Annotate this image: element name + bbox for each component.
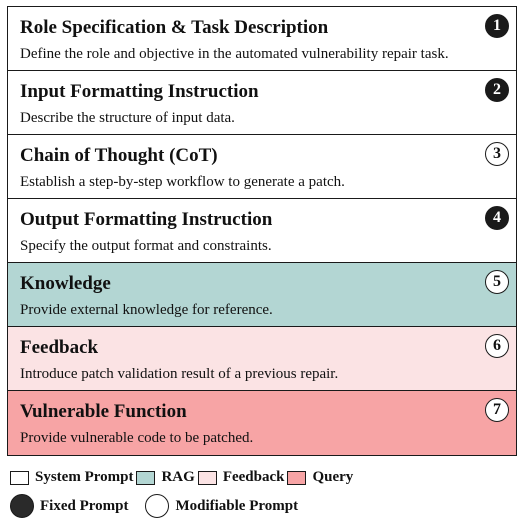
swatch-feedback (198, 471, 217, 485)
section-title: Feedback (20, 337, 99, 358)
fixed-prompt-badge: 1 (485, 14, 509, 38)
section-title: Chain of Thought (CoT) (20, 145, 218, 166)
legend-item-feedback (198, 469, 285, 486)
section-description: Provide external knowledge for reference. (20, 302, 273, 318)
section-description: Provide vulnerable code to be patched. (20, 430, 254, 446)
prompt-structure-stack (7, 6, 517, 456)
legend-item-fixed-prompt (10, 494, 128, 518)
outline-circle-icon (145, 494, 169, 518)
section-knowledge (8, 263, 516, 327)
section-chain-of-thought (8, 135, 516, 199)
legend-item-query (287, 469, 353, 486)
section-title: Output Formatting Instruction (20, 209, 273, 230)
badge-legend (10, 494, 301, 518)
modifiable-prompt-badge: 6 (485, 334, 509, 358)
section-title: Vulnerable Function (20, 401, 187, 422)
legend-item-system-prompt (10, 469, 133, 486)
section-title: Input Formatting Instruction (20, 81, 259, 102)
legend-label: Feedback (222, 469, 285, 485)
swatch-rag (136, 471, 155, 485)
section-feedback (8, 327, 516, 391)
legend-label: Query (312, 469, 354, 485)
section-vulnerable-function (8, 391, 516, 455)
legend-label: Fixed Prompt (40, 497, 129, 514)
swatch-system-prompt (10, 471, 29, 485)
filled-circle-icon (10, 494, 34, 518)
legend-label: Modifiable Prompt (175, 497, 299, 514)
section-description: Define the role and objective in the automated vulnerability repair task. (20, 46, 449, 62)
section-input-formatting (8, 71, 516, 135)
section-output-formatting (8, 199, 516, 263)
legend-item-modifiable-prompt (145, 494, 298, 518)
section-description: Describe the structure of input data. (20, 110, 235, 126)
modifiable-prompt-badge: 3 (485, 142, 509, 166)
section-description: Specify the output format and constraints. (20, 238, 272, 254)
fixed-prompt-badge: 2 (485, 78, 509, 102)
swatch-query (287, 471, 306, 485)
fixed-prompt-badge: 4 (485, 206, 509, 230)
legend-item-rag (136, 469, 194, 486)
legend-label: System Prompt (35, 469, 134, 485)
section-description: Introduce patch validation result of a previous repair. (20, 366, 339, 382)
section-title: Role Specification & Task Description (20, 17, 329, 38)
modifiable-prompt-badge: 7 (485, 398, 509, 422)
category-legend (10, 469, 356, 486)
modifiable-prompt-badge: 5 (485, 270, 509, 294)
section-title: Knowledge (20, 273, 111, 294)
legend-label: RAG (161, 469, 195, 485)
section-description: Establish a step-by-step workflow to generate a patch. (20, 174, 345, 190)
section-role-specification (8, 7, 516, 71)
